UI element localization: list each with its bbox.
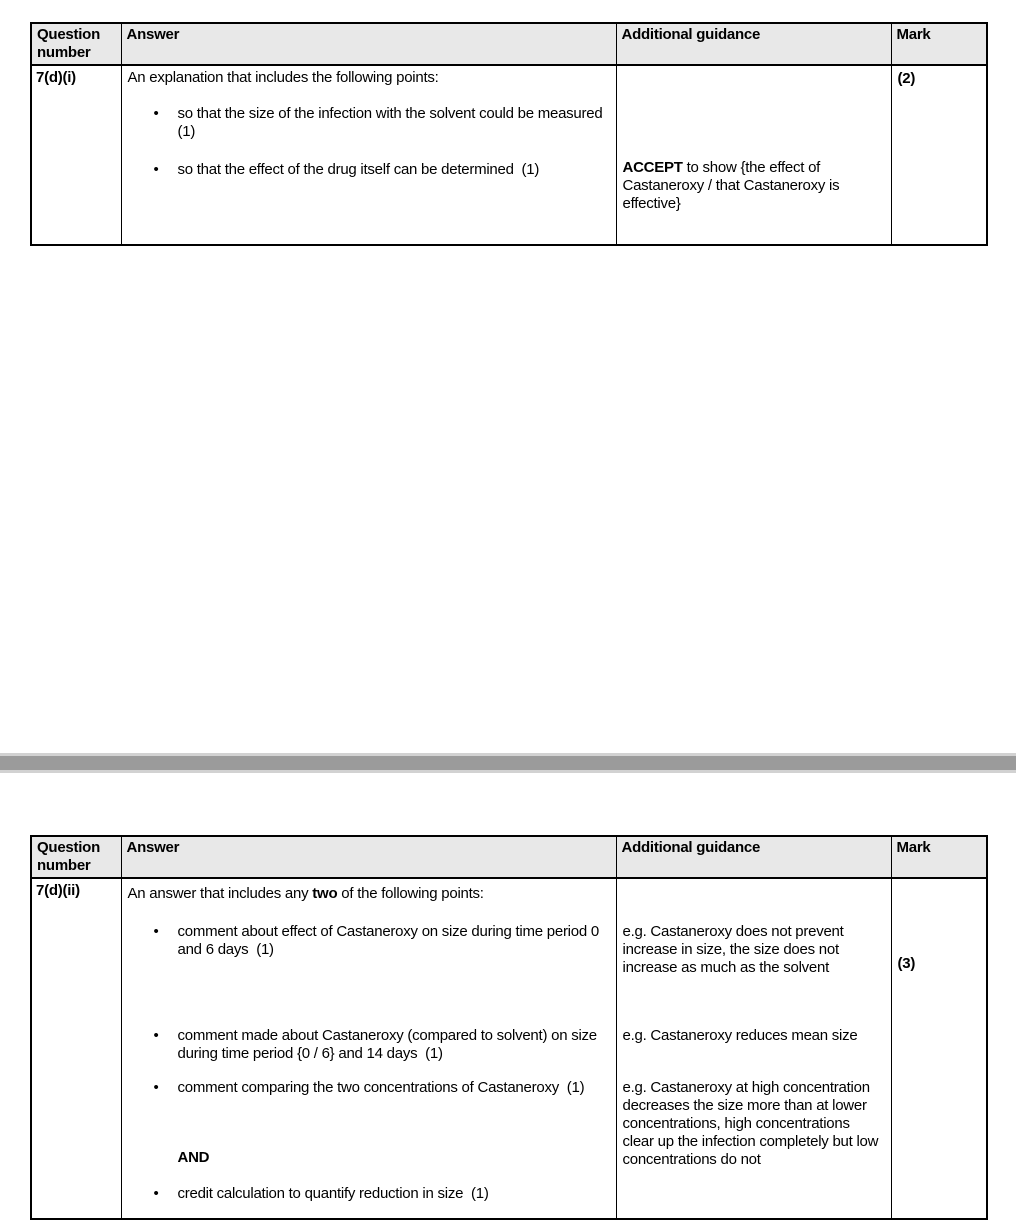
- header-mark: Mark: [891, 836, 987, 878]
- table-header-row: [31, 836, 987, 878]
- bullet-dot-icon: •: [153, 1185, 159, 1202]
- answer-bullet: [154, 1079, 610, 1097]
- answer-intro-post: of the following points:: [337, 885, 484, 902]
- bullet-dot-icon: •: [153, 105, 159, 122]
- guidance-cell: [616, 65, 891, 245]
- header-additional-guidance: Additional guidance: [616, 836, 891, 878]
- answer-cell: [121, 65, 616, 245]
- answer-intro: [128, 885, 610, 903]
- answer-intro: An explanation that includes the following points:: [127, 69, 439, 86]
- guidance-accept-note: [623, 159, 885, 213]
- bullet-dot-icon: •: [153, 161, 159, 178]
- header-answer: Answer: [121, 23, 616, 65]
- question-number: 7(d)(ii): [36, 882, 80, 899]
- answer-cell: [121, 878, 616, 1219]
- guidance-example: e.g. Castaneroxy reduces mean size: [622, 1027, 858, 1044]
- guidance-cell: [616, 878, 891, 1219]
- answer-bullet-text: comment made about Castaneroxy (compared to solvent) on size during time period {0 / 6} and 14 days (1): [177, 1027, 601, 1062]
- bullet-dot-icon: •: [153, 923, 159, 940]
- answer-bullet-text: credit calculation to quantify reduction in size (1): [177, 1185, 489, 1202]
- guidance-accept-keyword: ACCEPT: [622, 159, 683, 176]
- header-question-number: Question number: [31, 836, 121, 878]
- answer-intro-emphasis: two: [312, 885, 338, 902]
- answer-bullet-text: so that the effect of the drug itself can be determined (1): [177, 161, 540, 178]
- bullet-dot-icon: •: [153, 1027, 159, 1044]
- table-header-row: [31, 23, 987, 65]
- question-number-cell: [31, 65, 121, 245]
- mark-scheme-table-7dii: [30, 835, 988, 1220]
- guidance-example: e.g. Castaneroxy does not prevent increase in size, the size does not increase as much as the solvent: [622, 923, 848, 976]
- answer-bullet: [154, 923, 610, 959]
- answer-bullet-text: so that the size of the infection with the solvent could be measured (1): [177, 105, 607, 140]
- mark-cell: [891, 65, 987, 245]
- question-number-cell: [31, 878, 121, 1219]
- header-question-number: Question number: [31, 23, 121, 65]
- answer-bullet-text: comment about effect of Castaneroxy on size during time period 0 and 6 days (1): [177, 923, 603, 958]
- table-row: [31, 65, 987, 245]
- mark-value: (3): [897, 955, 916, 972]
- header-additional-guidance: Additional guidance: [616, 23, 891, 65]
- guidance-accept-text: to show {the effect of Castaneroxy / that Castaneroxy is effective}: [622, 159, 844, 212]
- answer-bullet: [154, 1185, 610, 1203]
- question-number: 7(d)(i): [36, 69, 76, 86]
- answer-bullet-text: comment comparing the two concentrations of Castaneroxy (1): [177, 1079, 585, 1096]
- mark-cell: [891, 878, 987, 1219]
- table-row: [31, 878, 987, 1219]
- guidance-example: e.g. Castaneroxy at high concentration decreases the size more than at lower concentrations, high concentrations clear up the infection completely but low concentrations do not: [622, 1079, 883, 1168]
- answer-intro-pre: An answer that includes any: [127, 885, 313, 902]
- header-mark: Mark: [891, 23, 987, 65]
- answer-bullet: [154, 1027, 610, 1063]
- answer-bullet: [154, 161, 610, 179]
- answer-bullet: [154, 105, 610, 141]
- mark-value: (2): [897, 70, 916, 87]
- answer-and-connector: AND: [177, 1149, 210, 1166]
- mark-scheme-table-7di: [30, 22, 988, 246]
- header-answer: Answer: [121, 836, 616, 878]
- page-break-divider: [0, 753, 1016, 773]
- bullet-dot-icon: •: [153, 1079, 159, 1096]
